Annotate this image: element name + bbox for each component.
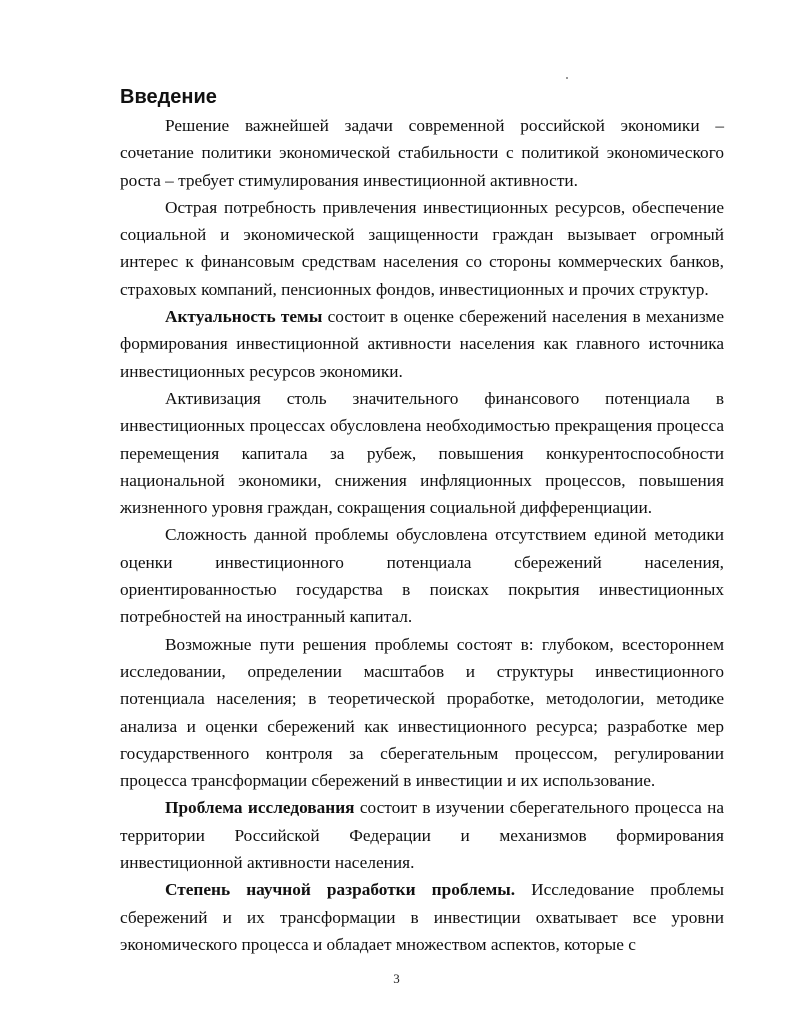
paragraph (120, 631, 724, 795)
paragraph-lead: Проблема исследования (165, 798, 355, 818)
paragraph (120, 876, 724, 958)
body-text (120, 112, 724, 958)
paragraph (120, 194, 724, 303)
paragraph-text: Острая потребность привлечения инвестиционных ресурсов, обеспечение социальной и экономической защищенности граждан вызывает огромный интерес к финансовым средствам населения со стороны коммерческих банков, страховых компаний, пенсионных фондов, инвестиционных и прочих структур. (120, 197, 724, 299)
paragraph-text: Исследование проблемы сбережений и их трансформации в инвестиции охватывает все уровни экономического процесса и обладает множеством аспектов, которые с (120, 880, 724, 954)
paragraph (120, 112, 724, 194)
paragraph (120, 521, 724, 630)
section-heading: Введение (120, 86, 217, 108)
paragraph-text: Решение важнейшей задачи современной российской экономики – сочетание политики экономической стабильности с политикой экономического роста – требует стимулирования инвестиционной активности. (120, 116, 724, 190)
paragraph-text: Активизация столь значительного финансового потенциала в инвестиционных процессах обусловлена необходимостью прекращения процесса перемещения капитала за рубеж, повышения конкурентоспособности национальной экономики, снижения инфляционных процессов, повышения жизненного уровня граждан, сокращения социальной дифференциации. (120, 388, 724, 518)
paragraph-lead: Степень научной разработки проблемы. (165, 880, 516, 900)
paragraph (120, 794, 724, 876)
scan-speck (566, 77, 568, 79)
paragraph (120, 303, 724, 385)
page-number: 3 (393, 971, 400, 986)
paragraph-lead: Актуальность темы (165, 307, 323, 327)
paragraph-text: Возможные пути решения проблемы состоят в: глубоком, всестороннем исследовании, определении масштабов и структуры инвестиционного потенциала населения; в теоретической проработке, методологии, методике анализа и оценки сбережений как инвестиционного ресурса; разработке мер государственного контроля за сберегательным процессом, регулировании процесса трансформации сбережений в инвестиции и их использование. (120, 634, 724, 791)
paragraph-text: Сложность данной проблемы обусловлена отсутствием единой методики оценки инвестиционного потенциала сбережений населения, ориентированностью государства в поисках покрытия инвестиционных потребностей на иностранный капитал. (120, 525, 724, 627)
paragraph-text: состоит в изучении сберегательного процесса на территории Российской Федерации и механизмов формирования инвестиционной активности населения. (120, 798, 724, 873)
paragraph (120, 385, 724, 521)
paragraph-text: состоит в оценке сбережений населения в механизме формирования инвестиционной активности населения как главного источника инвестиционных ресурсов экономики. (120, 307, 725, 381)
